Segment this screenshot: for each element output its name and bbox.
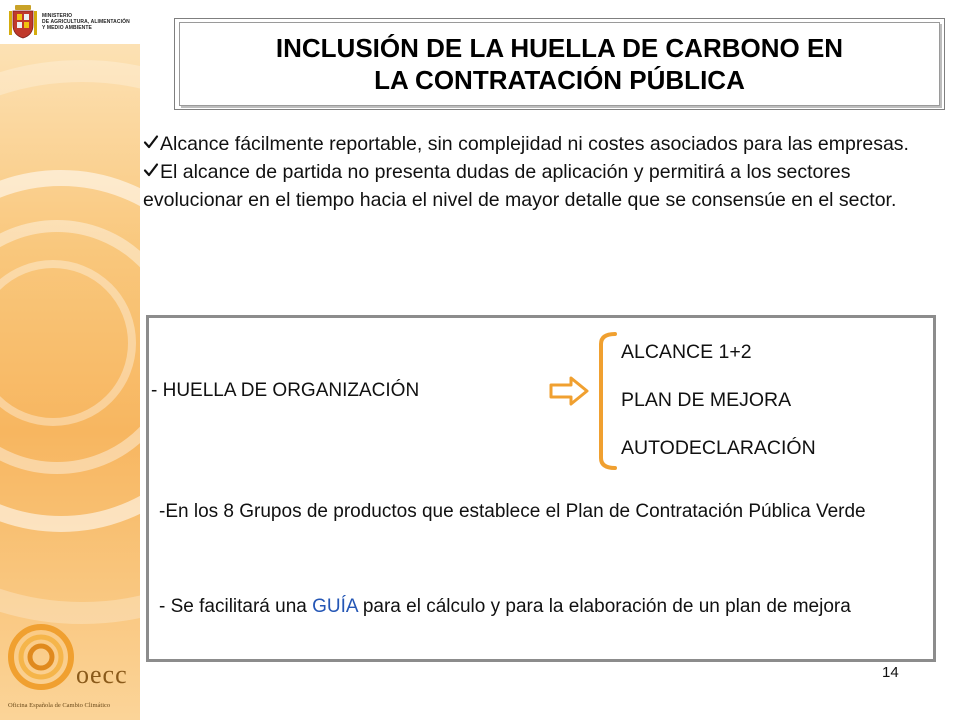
scope-list <box>621 340 816 484</box>
oecc-subtitle: Oficina Española de Cambio Climático <box>8 702 111 709</box>
left-bracket-icon <box>595 332 617 470</box>
guide-text-start: - Se facilitará una <box>159 596 313 617</box>
scope-item: AUTODECLARACIÓN <box>621 437 816 459</box>
page-title-line-1: INCLUSIÓN DE LA HUELLA DE CARBONO EN <box>275 33 844 63</box>
title-box <box>174 18 945 110</box>
bullet-list <box>143 130 951 214</box>
info-panel <box>146 315 936 662</box>
ministry-line: MINISTERIO <box>42 13 73 19</box>
bullet-text: El alcance de partida no presenta dudas de aplicación y permitirá a los sectores evolucionar en el tiempo hacia el nivel de mayor detalle que se consensúe en el sector. <box>143 161 897 211</box>
side-decoration <box>0 0 140 720</box>
guide-paragraph <box>159 593 899 620</box>
check-icon <box>143 134 159 150</box>
page-title-line-2: LA CONTRATACIÓN PÚBLICA <box>374 65 745 95</box>
scope-item: ALCANCE 1+2 <box>621 341 752 363</box>
bullet-item <box>143 158 951 214</box>
oecc-wordmark: oecc <box>76 660 128 689</box>
page-number: 14 <box>882 664 899 681</box>
guide-text-end: para el cálculo y para la elaboración de un plan de mejora <box>357 596 851 617</box>
ministry-name <box>42 13 130 31</box>
organization-footprint-label: - HUELLA DE ORGANIZACIÓN <box>151 380 420 401</box>
ministry-logo <box>0 0 140 44</box>
coat-of-arms-icon <box>8 5 38 39</box>
check-icon <box>143 162 159 178</box>
ministry-line: Y MEDIO AMBIENTE <box>42 25 92 31</box>
bullet-text: Alcance fácilmente reportable, sin complejidad ni costes asociados para las empresas. <box>160 133 909 155</box>
oecc-logo <box>4 622 136 716</box>
product-groups-paragraph: -En los 8 Grupos de productos que establece el Plan de Contratación Pública Verde <box>159 501 866 522</box>
guide-highlight: GUÍA <box>312 596 358 617</box>
right-arrow-icon <box>549 376 589 406</box>
title-frame <box>179 22 940 106</box>
scope-item: PLAN DE MEJORA <box>621 389 792 411</box>
ministry-line: DE AGRICULTURA, ALIMENTACIÓN <box>42 19 130 25</box>
oecc-rings-icon <box>8 622 78 692</box>
bullet-item <box>143 130 951 158</box>
